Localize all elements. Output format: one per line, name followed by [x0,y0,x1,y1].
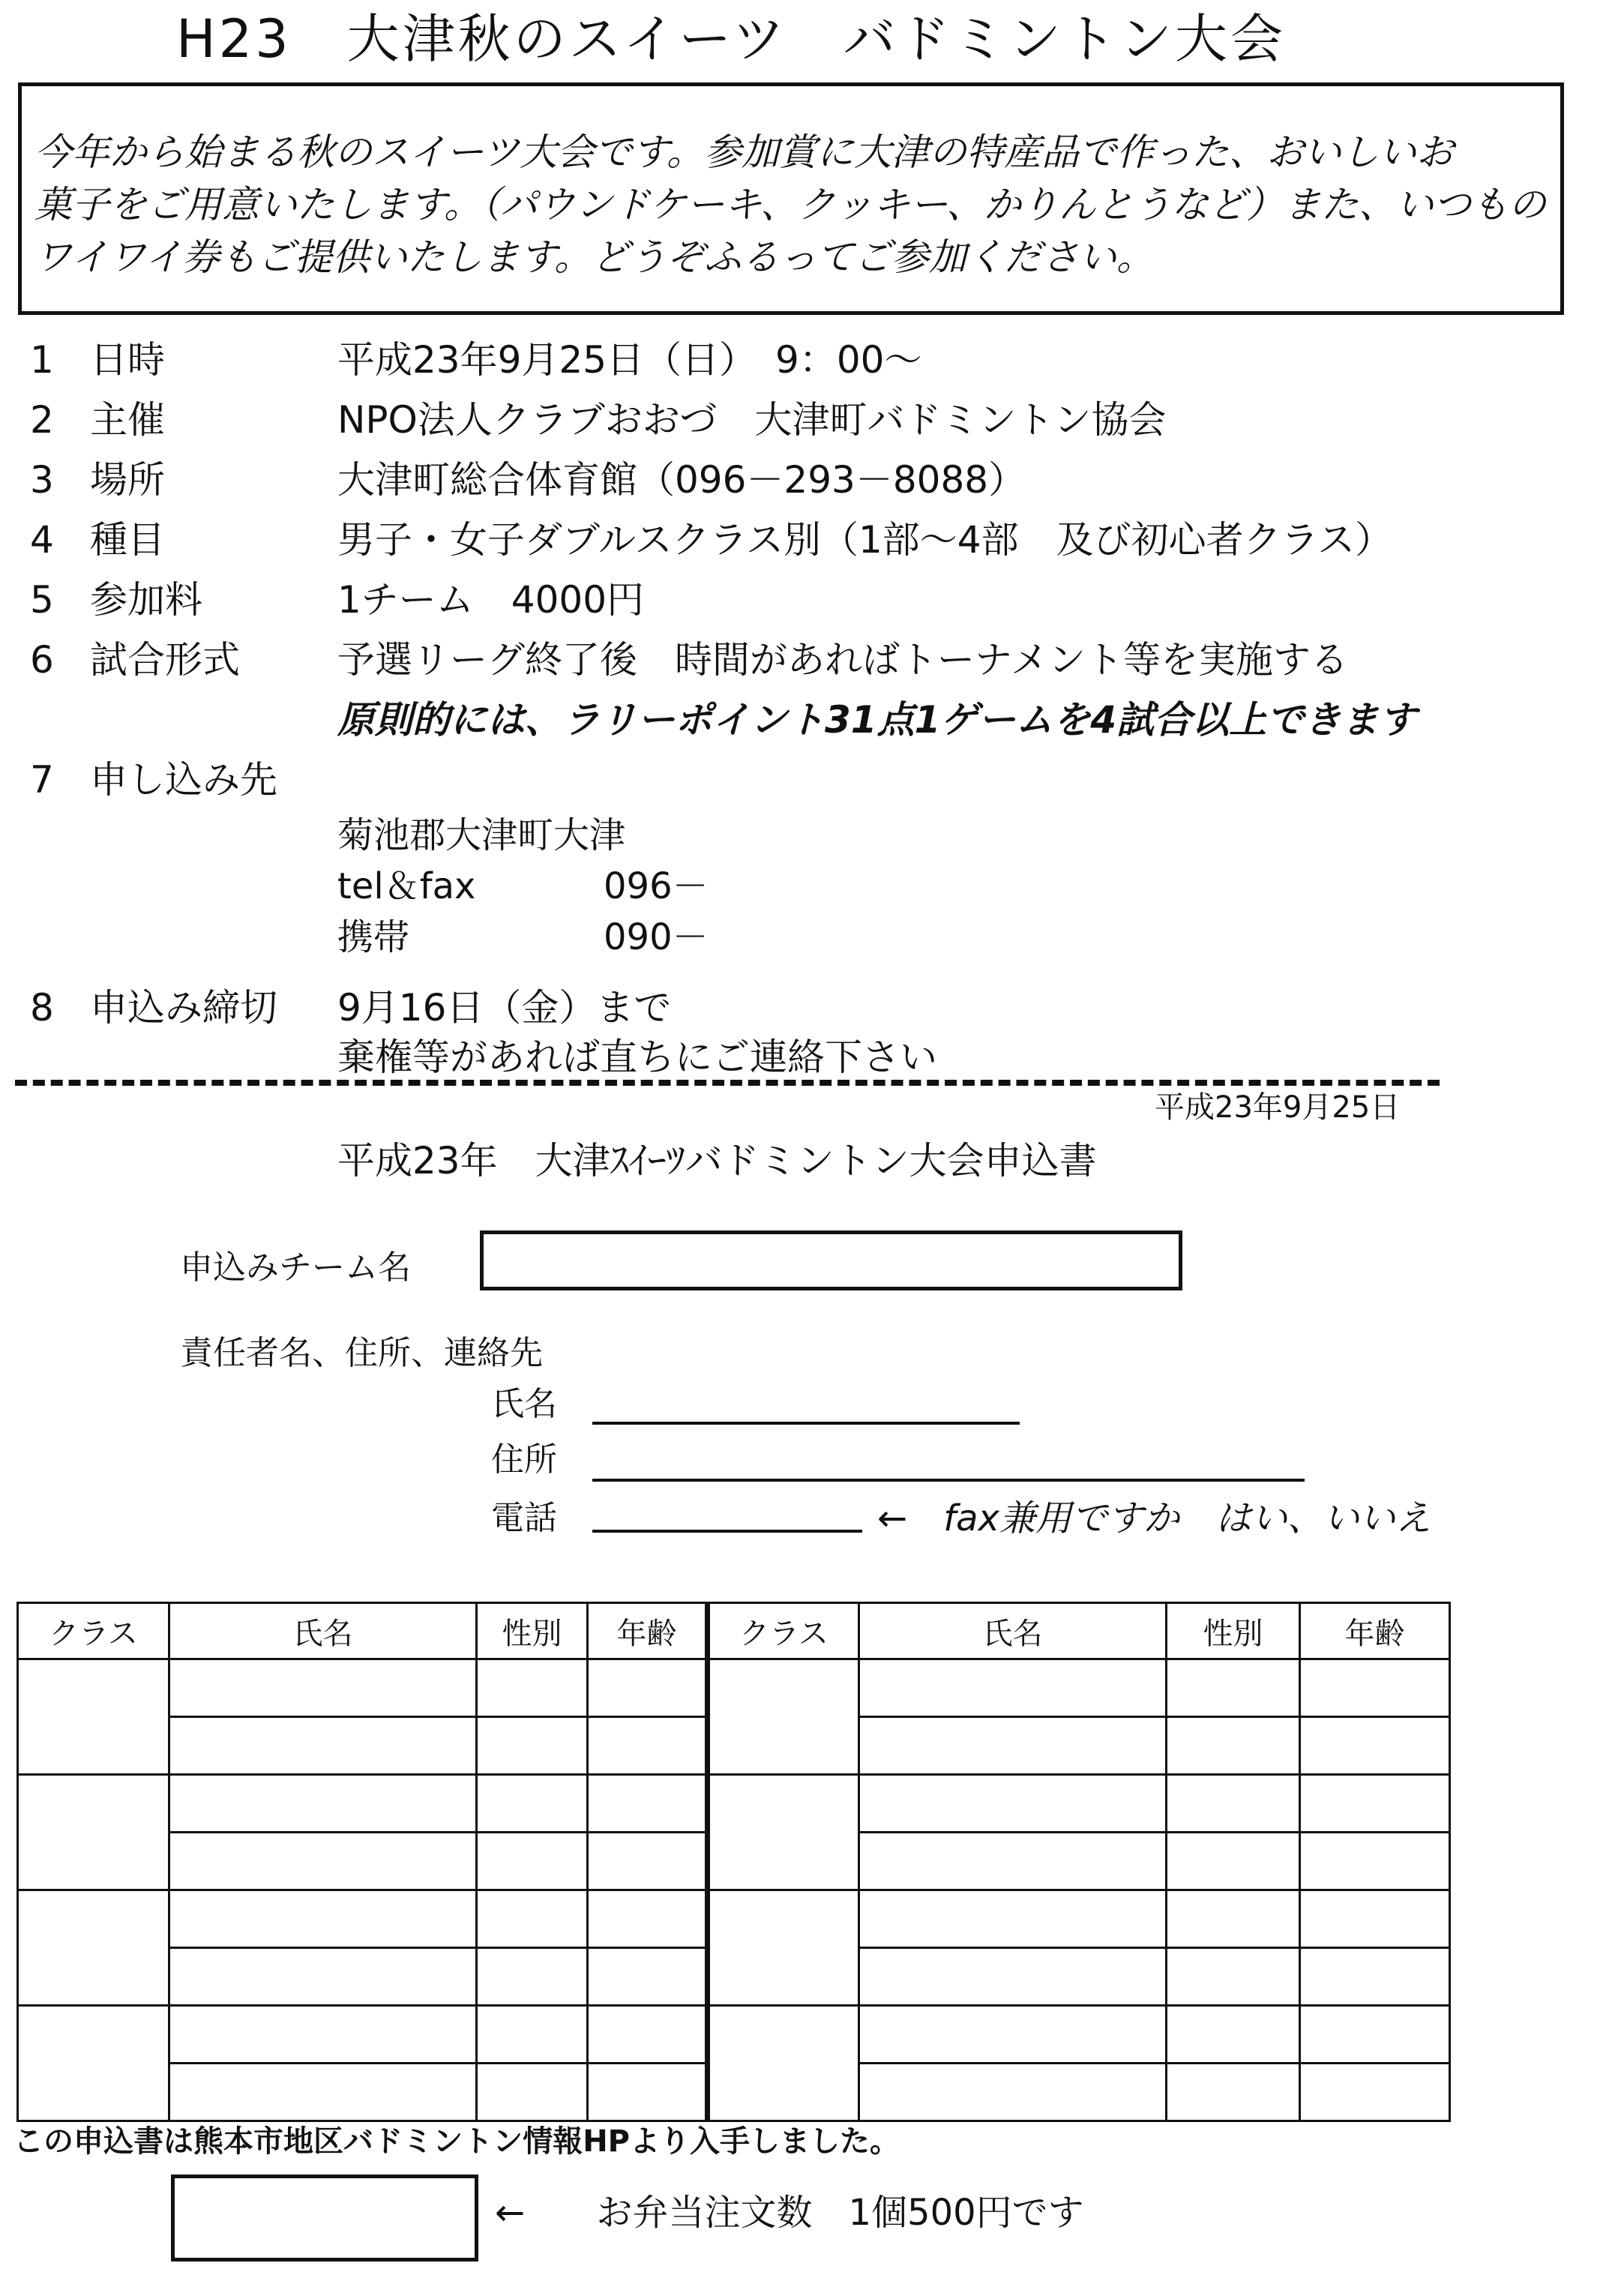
age-cell[interactable] [588,1717,708,1775]
name-cell[interactable] [169,1890,477,1948]
detail-events [30,510,1575,570]
rep-phone-field[interactable] [592,1530,862,1533]
bento-text: お弁当注文数 1個500円です [596,2192,1084,2234]
name-cell[interactable] [169,1833,477,1890]
gender-cell[interactable] [1167,1833,1300,1890]
age-cell[interactable] [588,2006,708,2064]
page-title: H23 大津秋のスイーツ バドミントン大会 [175,8,1287,70]
header-gender: 性別 [477,1603,588,1659]
item-number: 7 [30,758,54,802]
table-row [18,1775,1450,1833]
form-title: 平成23年 大津ｽｲｰﾂバドミントン大会申込書 [337,1139,1097,1182]
name-cell[interactable] [859,1775,1167,1833]
item-value: 9月16日（金）まで [337,986,672,1030]
gender-cell[interactable] [1167,1775,1300,1833]
bento-count-input[interactable] [171,2175,478,2262]
gender-cell[interactable] [477,1833,588,1890]
intro-line: ワイワイ券もご提供いたします。どうぞふるってご参加ください。 [34,235,1154,279]
item-value: 大津町総合体育館（096－293－8088） [337,458,1026,502]
rep-address-field[interactable] [592,1479,1305,1482]
class-cell[interactable] [708,1775,859,1890]
detail-fee [30,570,1575,630]
detail-format [30,630,1575,690]
gender-cell[interactable] [1167,1659,1300,1717]
name-cell[interactable] [169,2064,477,2121]
event-details [30,330,1575,1087]
item-label: 場所 [90,458,165,502]
age-cell[interactable] [588,1659,708,1717]
apply-tel [30,861,1575,912]
detail-date [30,330,1575,390]
name-cell[interactable] [169,1659,477,1717]
item-number: 2 [30,398,54,442]
item-value: 1チーム 4000円 [337,578,645,622]
gender-cell[interactable] [1167,1948,1300,2006]
team-name-input[interactable] [480,1230,1182,1290]
arrow-left-icon: ← [495,2192,526,2234]
mobile-label: 携帯 [337,916,410,958]
table-row [18,1890,1450,1948]
name-cell[interactable] [859,1659,1167,1717]
class-cell[interactable] [708,2006,859,2121]
age-cell[interactable] [1300,1659,1450,1717]
table-row [18,1659,1450,1717]
gender-cell[interactable] [477,1717,588,1775]
item-number: 3 [30,458,54,502]
gender-cell[interactable] [477,2064,588,2121]
name-cell[interactable] [169,1717,477,1775]
rep-address-label: 住所 [491,1440,557,1479]
class-cell[interactable] [708,1659,859,1775]
item-label: 主催 [90,398,165,442]
item-label: 日時 [90,338,165,382]
apply-address [30,810,1575,861]
tel-label: tel＆fax [337,865,476,907]
age-cell[interactable] [1300,1775,1450,1833]
gender-cell[interactable] [1167,1717,1300,1775]
intro-line: 今年から始まる秋のスイーツ大会です。参加賞に大津の特産品で作った、おいしいお [34,130,1454,174]
item-value: 平成23年9月25日（日） 9：00～ [337,338,922,382]
item-label: 申し込み先 [90,758,277,802]
item-label: 参加料 [90,578,202,622]
team-name-label: 申込みチーム名 [180,1248,411,1287]
form-date: 平成23年9月25日 [1155,1090,1401,1125]
tel-value: 096－ [604,865,709,907]
table-row [18,2006,1450,2064]
age-cell[interactable] [1300,1890,1450,1948]
name-cell[interactable] [859,1890,1167,1948]
item-number: 8 [30,986,54,1030]
intro-text [34,126,1557,283]
header-class: クラス [18,1603,169,1659]
name-cell[interactable] [859,2006,1167,2064]
header-age: 年齢 [588,1603,708,1659]
mobile-value: 090－ [604,916,709,958]
detail-apply-to [30,750,1575,810]
class-cell[interactable] [18,2006,169,2121]
age-cell[interactable] [1300,2006,1450,2064]
name-cell[interactable] [169,2006,477,2064]
address-value: 菊池郡大津町大津 [337,814,626,856]
detail-deadline-note [30,1027,1575,1087]
item-label: 試合形式 [90,638,240,682]
class-cell[interactable] [708,1890,859,2006]
gender-cell[interactable] [477,1775,588,1833]
roster-header-row [18,1603,1450,1659]
age-cell[interactable] [588,1833,708,1890]
age-cell[interactable] [588,1890,708,1948]
age-cell[interactable] [1300,2064,1450,2121]
age-cell[interactable] [1300,1833,1450,1890]
gender-cell[interactable] [477,1890,588,1948]
name-cell[interactable] [169,1948,477,2006]
rep-name-field[interactable] [592,1422,1020,1425]
item-value: 予選リーグ終了後 時間があればトーナメント等を実施する [337,638,1348,682]
detail-organizer [30,390,1575,450]
header-class: クラス [708,1603,859,1659]
detail-format-note [30,690,1575,750]
gender-cell[interactable] [1167,2006,1300,2064]
item-value: 男子・女子ダブルスクラス別（1部～4部 及び初心者クラス） [337,518,1393,562]
gender-cell[interactable] [1167,1890,1300,1948]
name-cell[interactable] [859,1948,1167,2006]
detail-venue [30,450,1575,510]
class-cell[interactable] [18,1659,169,1775]
item-label: 申込み締切 [90,986,277,1030]
item-number: 6 [30,638,54,682]
age-cell[interactable] [1300,1948,1450,2006]
item-note: 原則的には、ラリーポイント31点1ゲームを4試合以上できます [337,698,1417,742]
header-name: 氏名 [169,1603,477,1659]
name-cell[interactable] [859,1833,1167,1890]
apply-mobile [30,912,1575,963]
item-note: 棄権等があれば直ちにご連絡下さい [337,1036,937,1079]
name-cell[interactable] [169,1775,477,1833]
class-cell[interactable] [18,1890,169,2006]
name-cell[interactable] [859,2064,1167,2121]
name-cell[interactable] [859,1717,1167,1775]
class-cell[interactable] [18,1775,169,1890]
gender-cell[interactable] [1167,2064,1300,2121]
item-label: 種目 [90,518,165,562]
item-number: 1 [30,338,54,382]
gender-cell[interactable] [477,1659,588,1717]
rep-name-label: 氏名 [491,1385,557,1423]
age-cell[interactable] [588,1775,708,1833]
fax-question: ← fax兼用ですか はい、いいえ [877,1497,1431,1539]
age-cell[interactable] [588,2064,708,2121]
header-gender: 性別 [1167,1603,1300,1659]
header-age: 年齢 [1300,1603,1450,1659]
source-note: この申込書は熊本市地区バドミントン情報HPより入手しました。 [13,2124,900,2159]
contact-label: 責任者名、住所、連絡先 [180,1334,543,1372]
gender-cell[interactable] [477,1948,588,2006]
header-name: 氏名 [859,1603,1167,1659]
bento-order [495,2184,1084,2235]
item-number: 4 [30,518,54,562]
age-cell[interactable] [1300,1717,1450,1775]
intro-line: 菓子をご用意いたします。（パウンドケーキ、クッキー、かりんとうなど）また、いつもの [34,183,1546,226]
roster-table [16,1602,1451,2122]
age-cell[interactable] [588,1948,708,2006]
gender-cell[interactable] [477,2006,588,2064]
item-value: NPO法人クラブおおづ 大津町バドミントン協会 [337,398,1167,442]
item-number: 5 [30,578,54,622]
rep-phone-label: 電話 [491,1499,557,1537]
